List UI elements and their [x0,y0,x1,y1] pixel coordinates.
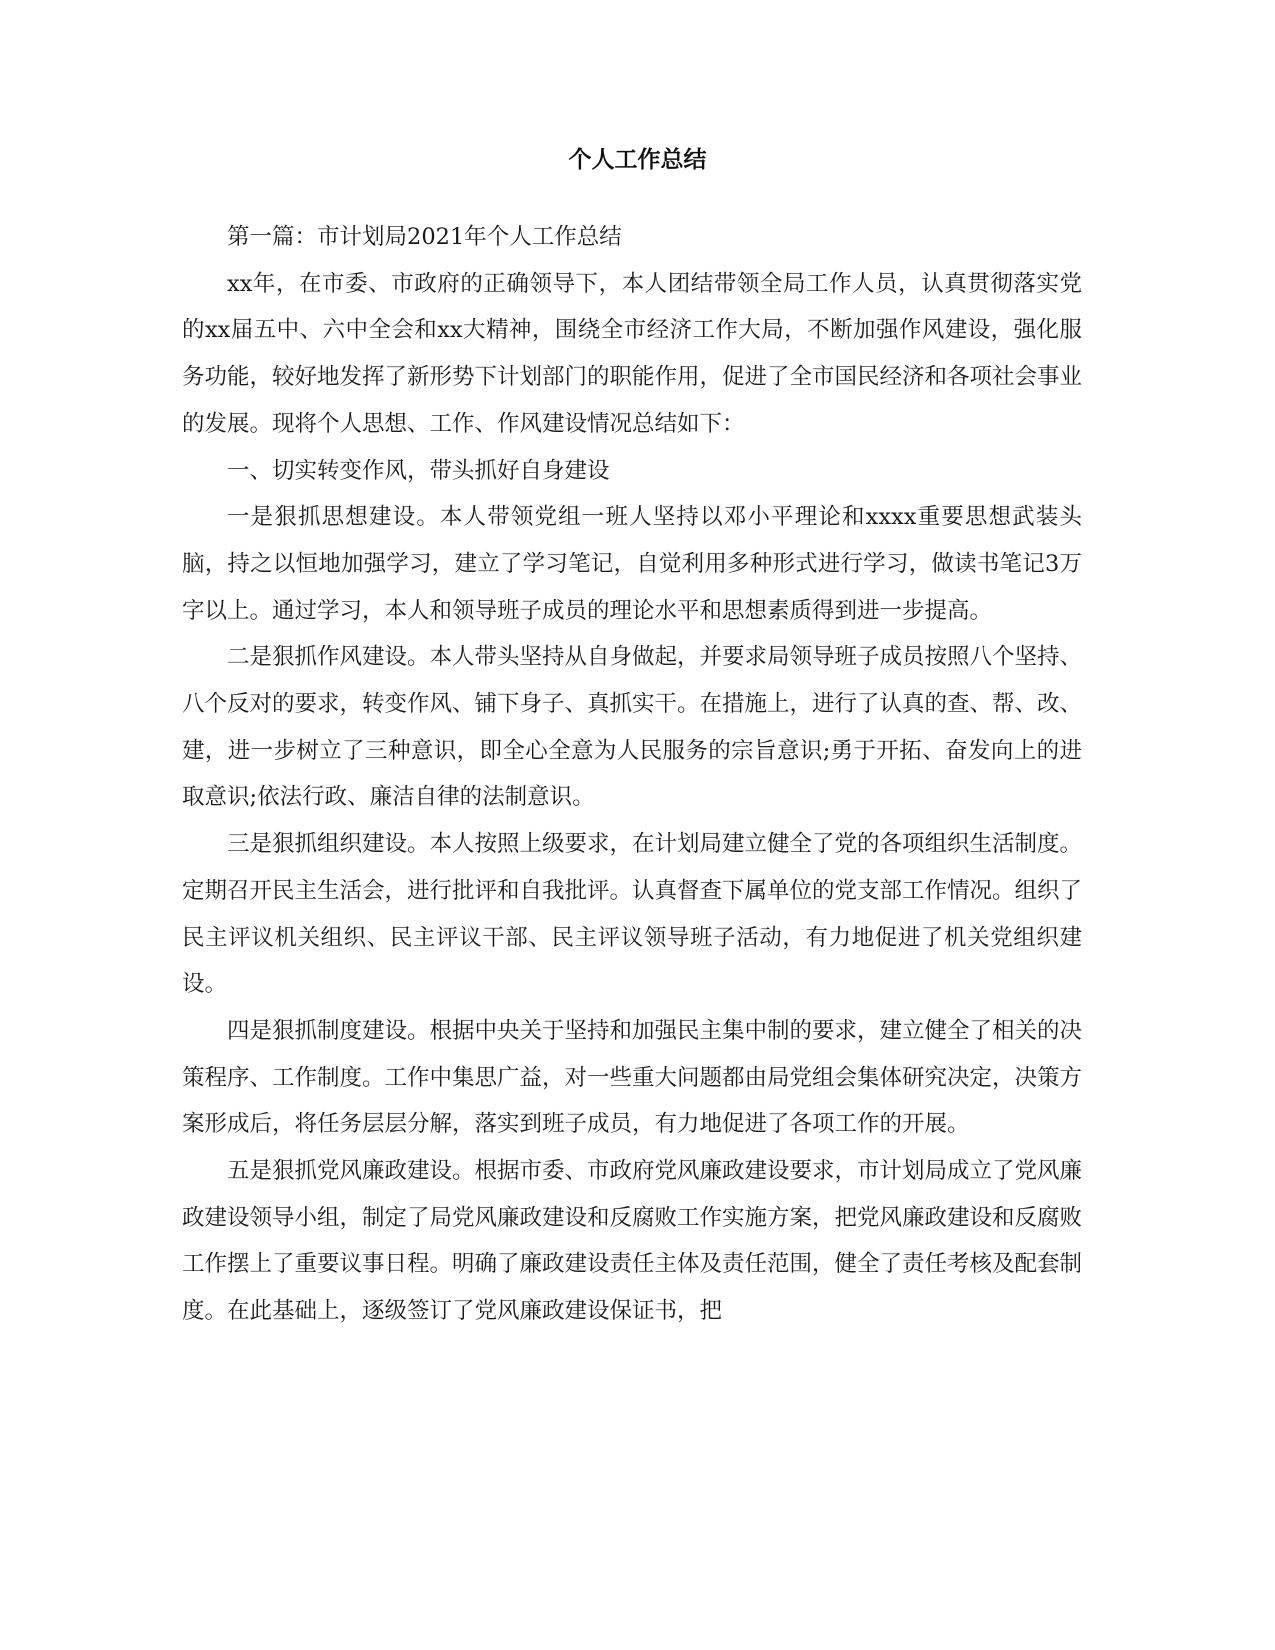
document-title: 个人工作总结 [568,146,707,173]
paragraph-system-building: 四是狠抓制度建设。根据中央关于坚持和加强民主集中制的要求，建立健全了相关的决策程序、工作制度。工作中集思广益，对一些重大问题都由局党组会集体研究决定，决策方案形成后，将任务层层分解，落实到班子成员，有力地促进了各项工作的开展。 [182,1017,1083,1138]
document-body [182,214,1082,1335]
paragraph-organization-building: 三是狠抓组织建设。本人按照上级要求，在计划局建立健全了党的各项组织生活制度。定期召开民主生活会，进行批评和自我批评。认真督查下属单位的党支部工作情况。组织了民主评议机关组织、民主评议干部、民主评议领导班子活动，有力地促进了机关党组织建设。 [182,831,1083,998]
paragraph-style-building: 二是狠抓作风建设。本人带头坚持从自身做起，并要求局领导班子成员按照八个坚持、八个反对的要求，转变作风、铺下身子、真抓实干。在措施上，进行了认真的查、帮、改、建，进一步树立了三种意识，即全心全意为人民服务的宗旨意识;勇于开拓、奋发向上的进取意识;依法行政、廉洁自律的法制意识。 [182,644,1083,811]
paragraph-heading-one: 一、切实转变作风，带头抓好自身建设 [227,457,610,484]
paragraph-section-heading: 第一篇：市计划局2021年个人工作总结 [227,224,622,250]
paragraph-intro: xx年，在市委、市政府的正确领导下，本人团结带领全局工作人员，认真贯彻落实党的xx届五中、六中全会和xx大精神，围绕全市经济工作大局，不断加强作风建设，强化服务功能，较好地发挥了新形势下计划部门的职能作用，促进了全市国民经济和各项社会事业的发展。现将个人思想、工作、作风建设情况总结如下： [182,270,1083,437]
paragraph-integrity-building: 五是狠抓党风廉政建设。根据市委、市政府党风廉政建设要求，市计划局成立了党风廉政建设领导小组，制定了局党风廉政建设和反腐败工作实施方案，把党风廉政建设和反腐败工作摆上了重要议事日程。明确了廉政建设责任主体及责任范围，健全了责任考核及配套制度。在此基础上，逐级签订了党风廉政建设保证书，把 [182,1158,1083,1325]
paragraph-thought-building: 一是狠抓思想建设。本人带领党组一班人坚持以邓小平理论和xxxx重要思想武装头脑，持之以恒地加强学习，建立了学习笔记，自觉利用多种形式进行学习，做读书笔记3万字以上。通过学习，本人和领导班子成员的理论水平和思想素质得到进一步提高。 [182,504,1082,624]
